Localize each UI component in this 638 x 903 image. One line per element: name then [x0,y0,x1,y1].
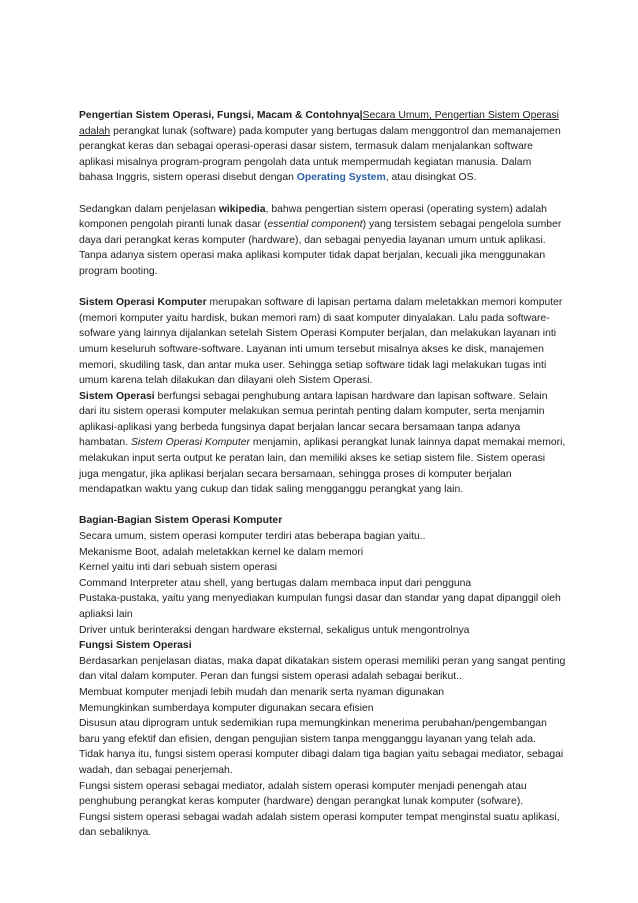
fungsi-line: Membuat komputer menjadi lebih mudah dan menarik serta nyaman digunakan [79,686,445,698]
paragraph-gap [79,280,567,296]
wikipedia-paragraph [79,202,567,280]
bagian-line: Kernel yaitu inti dari sebuah sistem operasi [79,562,278,574]
paragraph-gap [79,186,567,202]
os-fungsi-text-2: menjamin, aplikasi perangkat lunak lainnya dapat memakai memori, melakukan input serta output ke peratan lain, dan memiliki akses ke setiap sistem file. Sistem operasi juga mengatur, jika aplikasi berjalan secara bersamaan, sehingga proses di komputer berjalan mendapatkan waktu yang cukup dan tidak saling mengganggu perangkat yang lain. [79,437,566,496]
os-fungsi-paragraph [79,389,567,498]
fungsi-line: Fungsi sistem operasi sebagai mediator, adalah sistem operasi komputer menjadi penengah atau penghubung perangkat keras komputer (hardware) dengan perangkat lunak komputer (sofware). [79,780,527,808]
bagian-line: Command Interpreter atau shell, yang bertugas dalam membaca input dari pengguna [79,577,472,589]
os-komputer-italic: Sistem Operasi Komputer [131,437,250,449]
fungsi-heading-text: Fungsi Sistem Operasi [79,640,192,652]
fungsi-line: Disusun atau diprogram untuk sedemikian rupa memungkinkan menerima perubahan/pengembangan baru yang efektif dan efisien, dengan pengujian sistem tanpa mengganggu layanan yang telah ada. [79,718,547,745]
os-komputer-paragraph [79,295,567,389]
intro-link[interactable]: Secara Umum, Pengertian Sistem Operasi adalah [79,110,559,137]
wikipedia-term: wikipedia [218,203,266,215]
os-komputer-text: merupakan software di lapisan pertama dalam meletakkan memori komputer (memori komputer yaitu hardisk, bukan memori ram) di saat komputer dinyalakan. Lalu pada software-sofware yang lainnya dijalankan setelah Sistem Operasi Komputer berjalan, dan melakukan layanan inti umum keseluruh software-software. Layanan inti umum tersebut misalnya akses ke disk, manajemen memori, skudiling task, dan antar muka user. Sehingga setiap software tidak lagi melakukan tugas inti umum karena telah dilakukan dan dilayani oleh Sistem Operasi. [79,297,563,387]
fungsi-line: Tidak hanya itu, fungsi sistem operasi komputer dibagi dalam tiga bagian yaitu sebagai mediator, sebagai wadah, dan sebagai penerjemah. [79,749,564,776]
operating-system-link[interactable]: Operating System [296,172,386,184]
fungsi-heading [79,638,567,654]
essential-component-term: essential component [267,219,363,231]
os-fungsi-text-1: berfungsi sebagai penghubung antara lapisan hardware dan lapisan software. Selain dari itu sistem operasi komputer melakukan semua perintah penting dalam komputer, serta menjamin aplikasi-aplikasi yang berbeda fungsinya dapat berjalan lancar secara bersamaan tanpa adanya hambatan. [79,390,548,449]
bagian-heading-text: Bagian-Bagian Sistem Operasi Komputer [79,515,283,527]
fungsi-line: Memungkinkan sumberdaya komputer digunakan secara efisien [79,702,374,714]
wiki-text-1: Sedangkan dalam penjelasan [79,203,219,215]
intro-text-2: , atau disingkat OS. [385,172,477,184]
intro-paragraph [79,108,567,186]
document-page [79,108,567,841]
document-title: Pengertian Sistem Operasi, Fungsi, Macam & Contohnya [79,110,360,121]
wiki-text-2: , bahwa pengertian sistem operasi (operating system) adalah komponen pengolah piranti lunak dasar ( [79,203,547,231]
title-separator: | [359,110,363,121]
paragraph-gap [79,498,567,514]
wiki-text-3: ) yang tersistem sebagai pengelola sumber daya dari perangkat keras komputer (hardware), dan sebagai penyedia layanan umum untuk aplikasi. Tanpa adanya sistem operasi maka aplikasi komputer tidak dapat berjalan, kecuali jika menggunakan program booting. [79,219,562,277]
fungsi-line: Berdasarkan penjelasan diatas, maka dapat dikatakan sistem operasi memiliki peran yang sangat penting dan vital dalam komputer. Peran dan fungsi sistem operasi adalah sebagai berikut.. [79,655,566,683]
fungsi-line: Fungsi sistem operasi sebagai wadah adalah sistem operasi komputer tempat menginstal suatu aplikasi, dan sebaliknya. [79,811,560,839]
intro-text-1: perangkat lunak (software) pada komputer yang bertugas dalam menggontrol dan memanajemen perangkat keras dan sebagai operasi-operasi dasar sistem, termasuk dalam menjalankan software aplikasi misalnya program-program pengolah data untuk mempermudah kegiatan manusia. Dalam bahasa Inggris, sistem operasi disebut dengan [79,125,561,184]
sistem-operasi-term: Sistem Operasi [79,390,155,402]
bagian-line: Secara umum, sistem operasi komputer terdiri atas beberapa bagian yaitu.. [79,531,426,543]
bagian-heading [79,513,567,529]
bagian-line: Mekanisme Boot, adalah meletakkan kernel ke dalam memori [79,546,364,558]
os-komputer-term: Sistem Operasi Komputer [79,297,207,309]
bagian-line: Pustaka-pustaka, yaitu yang menyediakan kumpulan fungsi dasar dan standar yang dapat dipanggil oleh apliaksi lain [79,593,561,620]
bagian-line: Driver untuk berinteraksi dengan hardware eksternal, sekaligus untuk mengontrolnya [79,624,470,636]
